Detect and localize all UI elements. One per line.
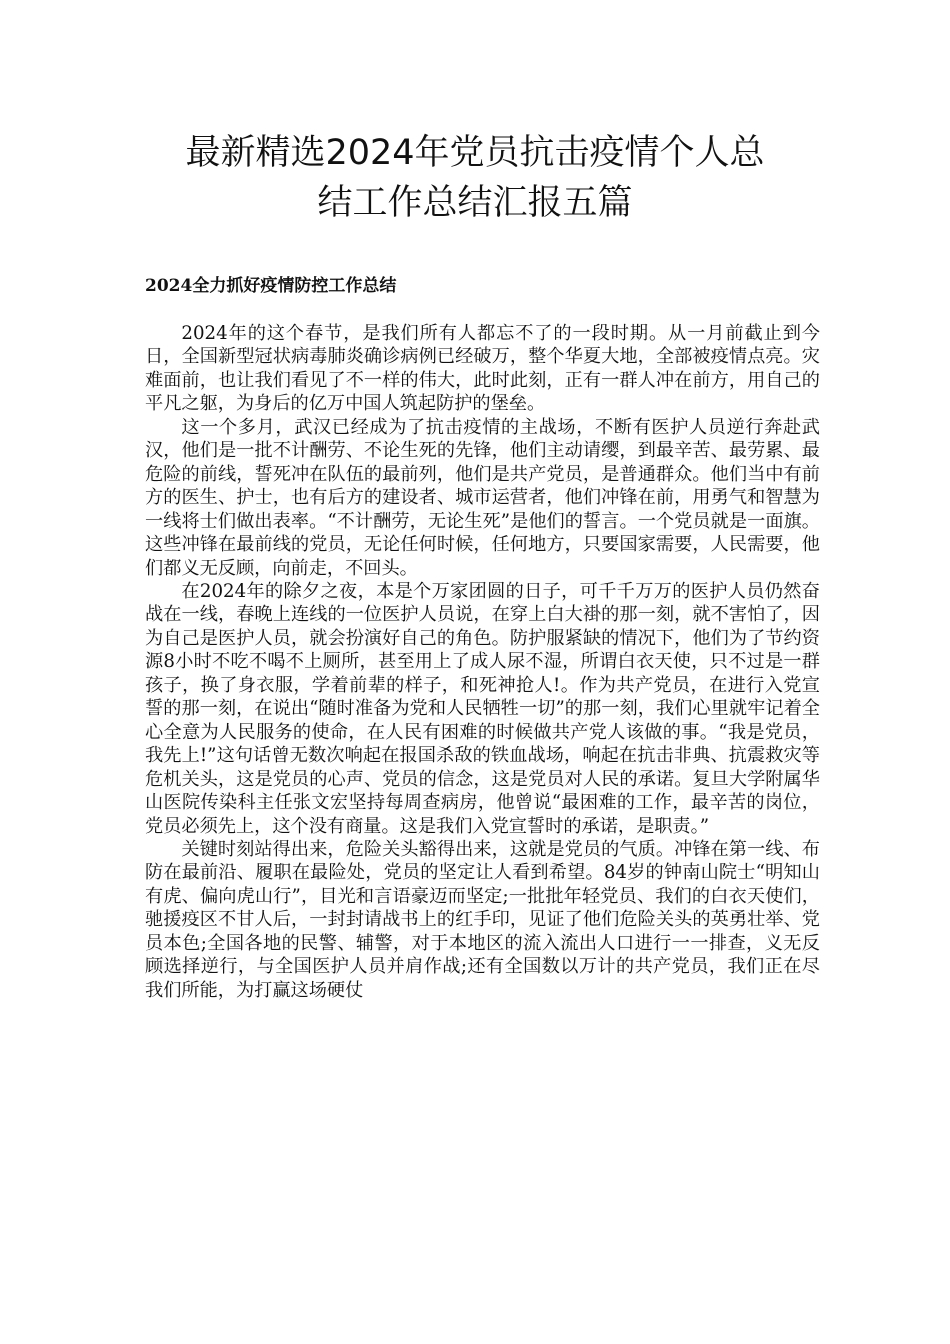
document-title (120, 128, 830, 228)
body-paragraph-2: 这一个多月，武汉已经成为了抗击疫情的主战场，不断有医护人员逆行奔赴武汉，他们是一批不计酬劳、不论生死的先锋，他们主动请缨，到最辛苦、最劳累、最危险的前线，誓死冲在队伍的最前列，他们是共产党员，是普通群众。他们当中有前方的医生、护士，也有后方的建设者、城市运营者，他们冲锋在前，用勇气和智慧为一线将士们做出表率。“不计酬劳，无论生死”是他们的誓言。一个党员就是一面旗。这些冲锋在最前线的党员，无论任何时候，任何地方，只要国家需要，人民需要，他们都义无反顾，向前走，不回头。 (145, 416, 820, 579)
document-body (145, 322, 820, 1002)
body-paragraph-3: 在2024年的除夕之夜，本是个万家团圆的日子，可千千万万的医护人员仍然奋战在一线，春晚上连线的一位医护人员说，在穿上白大褂的那一刻，就不害怕了，因为自己是医护人员，就会扮演好自己的角色。防护服紧缺的情况下，他们为了节约资源8小时不吃不喝不上厕所，甚至用上了成人尿不湿，所谓白衣天使，只不过是一群孩子，换了身衣服，学着前辈的样子，和死神抢人!。作为共产党员，在进行入党宣誓的那一刻，在说出“随时准备为党和人民牺牲一切”的那一刻，我们心里就牢记着全心全意为人民服务的使命，在人民有困难的时候做共产党人该做的事。“我是党员，我先上!”这句话曾无数次响起在报国杀敌的铁血战场，响起在抗击非典、抗震救灾等危机关头，这是党员的心声、党员的信念，这是党员对人民的承诺。复旦大学附属华山医院传染科主任张文宏坚持每周查病房，他曾说“最困难的工作，最辛苦的岗位，党员必须先上，这个没有商量。这是我们入党宣誓时的承诺，是职责。” (145, 580, 820, 837)
body-paragraph-1: 2024年的这个春节，是我们所有人都忘不了的一段时期。从一月前截止到今日，全国新型冠状病毒肺炎确诊病例已经破万，整个华夏大地，全部被疫情点亮。灾难面前，也让我们看见了不一样的伟大，此时此刻，正有一群人冲在前方，用自己的平凡之躯，为身后的亿万中国人筑起防护的堡垒。 (145, 323, 820, 415)
section-heading: 2024全力抓好疫情防控工作总结 (145, 276, 397, 296)
title-line-1: 最新精选2024年党员抗击疫情个人总 (185, 133, 765, 173)
title-line-2: 结工作总结汇报五篇 (317, 183, 633, 223)
body-paragraph-4: 关键时刻站得出来，危险关头豁得出来，这就是党员的气质。冲锋在第一线、布防在最前沿、履职在最险处，党员的坚定让人看到希望。84岁的钟南山院士“明知山有虎、偏向虎山行”，目光和言语豪迈而坚定;一批批年轻党员、我们的白衣天使们，驰援疫区不甘人后，一封封请战书上的红手印，见证了他们危险关头的英勇壮举、党员本色;全国各地的民警、辅警，对于本地区的流入流出人口进行一一排查，义无反顾选择逆行，与全国医护人员并肩作战;还有全国数以万计的共产党员，我们正在尽我们所能，为打赢这场硬仗 (145, 838, 820, 1001)
